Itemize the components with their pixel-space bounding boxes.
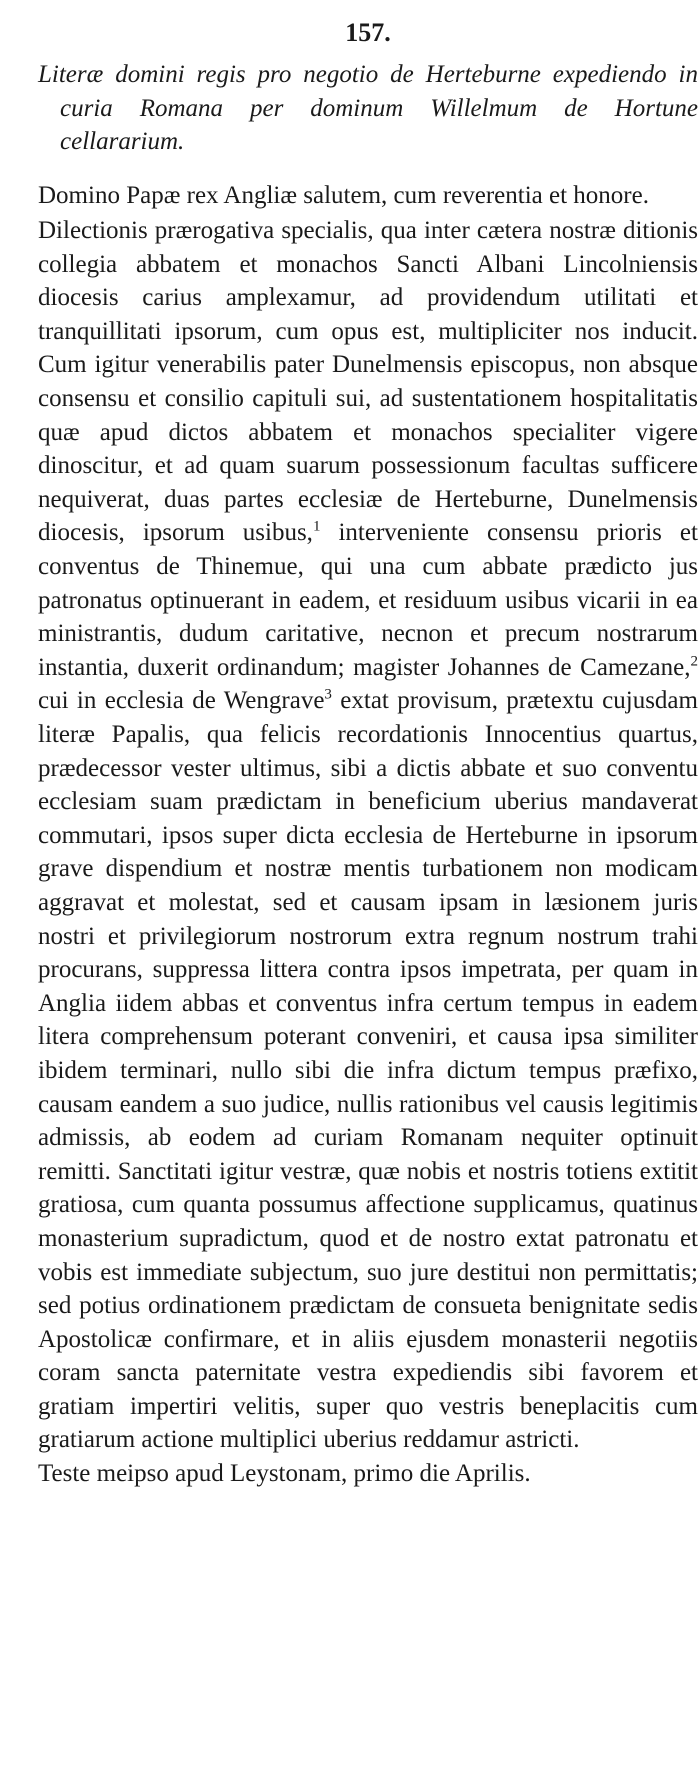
letter-heading: Literæ domini regis pro negotio de Herteburne expediendo in curia Romana per dominum Willelmum de Hortune cellararium. [38,61,698,155]
body-text-part-2: interveniente consensu prioris et conventus de Thinemue, qui una cum abbate prædicto jus patronatus optinuerant in eadem, et residuum usibus vicarii in ea ministrantis, dudum caritative, necnon et precum nostrarum instantia, duxerit ordinandum; magister Johannes de Camezane, [38,519,698,681]
document-page [38,14,698,1491]
body-text-part-4: extat provisum, prætextu cujusdam literæ Papalis, qua felicis recordationis Innocentius quartus, prædecessor vester ultimus, sibi a dictis abbate et suo conventu ecclesiam suam prædictam in beneficium uberius mandaverat commutari, ipsos super dicta ecclesia de Herteburne in ipsorum grave dispendium et nostræ mentis turbationem non modicam aggravat et molestat, sed et causam ipsam in læsionem juris nostri et privilegiorum nostrorum extra regnum nostrum trahi procurans, suppressa littera contra ipsos impetrata, per quam in Anglia iidem abbas et conventus infra certum tempus in eadem litera comprehensum poterant conveniri, et causa ipsa similiter ibidem terminari, nullo sibi die infra dictum tempus præfixo, causam eandem a suo judice, nullis rationibus vel causis legitimis admissis, ab eodem ad curiam Romanam nequiter optinuit remitti. Sanctitati igitur vestræ, quæ nobis et nostris totiens extitit gratiosa, cum quanta possumus affectione supplicamus, quatinus monasterium supradictum, quod et de nostro extat patronatu et vobis est immediate subjectum, suo jure destitui non permittatis; sed potius ordinationem prædictam de consueta benignitate sedis Apostolicæ confirmare, et in aliis ejusdem monasterii negotiis coram sancta paternitate vestra expediendis sibi favorem et gratiam impertiri velitis, super quo vestris beneplacitis cum gratiarum actione multiplici uberius reddamur astricti. [38,687,698,1454]
footnote-marker-1: 1 [312,519,321,536]
body-text-part-1: Dilectionis prærogativa specialis, qua inter cætera nostræ ditionis collegia abbatem et monachos Sancti Albani Lincolniensis diocesis carius amplexamur, ad providendum utilitati et tranquillitati ipsorum, cum opus est, multipliciter nos inducit. Cum igitur venerabilis pater Dunelmensis episcopus, non absque consensu et consilio capituli sui, ad sustentationem hospitalitatis quæ apud dictos abbatem et monachos specialiter vigere dinoscitur, et ad quam suarum possessionum facultas sufficere nequiverat, duas partes ecclesiæ de Herteburne, Dunelmensis diocesis, ipsorum usibus, [38,217,698,547]
salutation: Domino Papæ rex Angliæ salutem, cum reverentia et honore. [38,181,649,209]
page-number: 157. [345,18,391,47]
footnote-marker-2: 2 [690,653,698,670]
footnote-marker-3: 3 [324,687,332,704]
body-text-part-3: cui in ecclesia de Wengrave [38,687,325,715]
closing-attestation: Teste meipso apud Leystonam, primo die Aprilis. [38,1460,531,1488]
letter-body [38,214,698,1457]
